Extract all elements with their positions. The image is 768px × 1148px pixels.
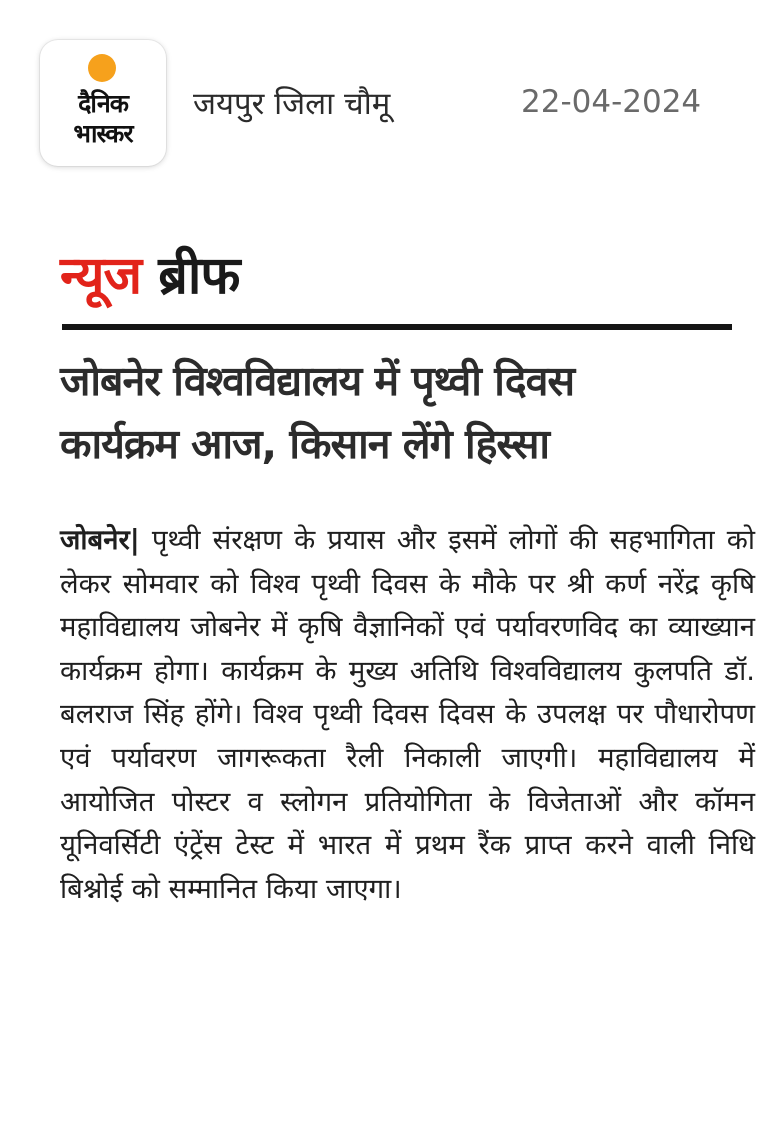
section-label: [60, 238, 239, 309]
logo-text-line2: भास्कर: [73, 119, 133, 148]
article-headline: [60, 350, 750, 476]
article-text: पृथ्वी संरक्षण के प्रयास और इसमें लोगों की सहभागिता को लेकर सोमवार को विश्व पृथ्वी दिवस के मौके पर श्री कर्ण नरेंद्र कृषि महाविद्यालय जोबनेर में कृषि वैज्ञानिकों एवं पर्यावरणविद का व्याख्यान कार्यक्रम होगा। कार्यक्रम के मुख्य अतिथि विश्वविद्यालय कुलपति डॉ. बलराज सिंह होंगे। विश्व पृथ्वी दिवस दिवस के उपलक्ष पर पौधारोपण एवं पर्यावरण जागरूकता रैली निकाली जाएगी। महाविद्यालय में आयोजित पोस्टर व स्लोगन प्रतियोगिता के विजेताओं और कॉमन यूनिवर्सिटी एंट्रेंस टेस्ट में भारत में प्रथम रैंक प्राप्त करने वाली निधि बिश्नोई को सम्मानित किया जाएगा।: [60, 524, 755, 905]
article-body: [60, 519, 755, 911]
article-dateline: जोबनेर|: [60, 524, 140, 556]
clipping-header: [0, 0, 768, 190]
headline-line-1: जोबनेर विश्वविद्यालय में पृथ्वी दिवस: [60, 357, 575, 405]
edition-place: जयपुर जिला चौमू: [193, 86, 391, 122]
headline-line-2: कार्यक्रम आज, किसान लेंगे हिस्सा: [60, 420, 550, 468]
section-label-brief: ब्रीफ: [158, 246, 240, 306]
logo-text-line1: दैनिक: [78, 89, 128, 118]
edition-date: 22-04-2024: [521, 84, 702, 120]
sun-icon: [88, 54, 116, 82]
dainik-bhaskar-logo: [40, 40, 166, 166]
section-label-news: न्यूज: [60, 246, 142, 306]
section-divider: [62, 324, 732, 330]
